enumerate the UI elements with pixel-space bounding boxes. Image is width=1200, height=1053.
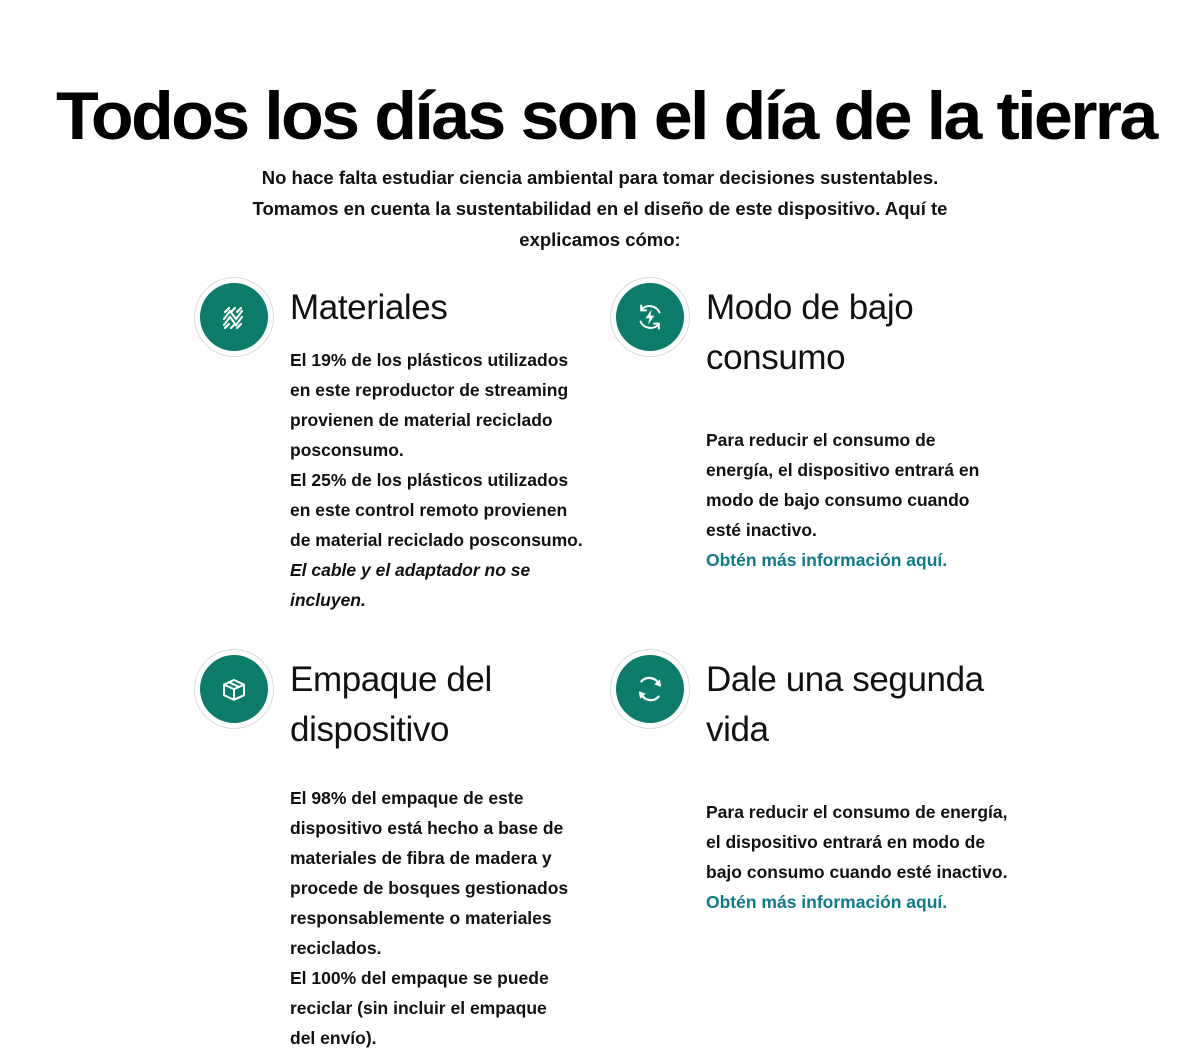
page-title: Todos los días son el día de la tierra bbox=[56, 77, 1156, 154]
low-power-bolt-icon bbox=[616, 283, 684, 351]
feature-card-segunda-vida bbox=[616, 655, 1036, 917]
feature-card-materiales bbox=[200, 283, 620, 615]
feature-title: Modo de bajo consumo bbox=[706, 288, 914, 377]
intro-paragraph: No hace falta estudiar ciencia ambiental para tomar decisiones sustentables. Tomamos en cuenta la sustentabilidad en el diseño de este dispositivo. Aquí te explicamos cómo: bbox=[252, 166, 948, 250]
recycled-materials-icon bbox=[200, 283, 268, 351]
feature-paragraph: El 98% del empaque de este dispositivo está hecho a base de materiales de fibra de madera y procede de bosques gestionados responsablemente o materiales reciclados. bbox=[290, 788, 569, 958]
feature-paragraph: Para reducir el consumo de energía, el dispositivo entrará en modo de bajo consumo cuando esté inactivo. bbox=[706, 802, 1008, 882]
feature-text bbox=[290, 345, 590, 615]
features-row-1 bbox=[0, 283, 1200, 633]
learn-more-link[interactable]: Obtén más información aquí. bbox=[706, 892, 948, 912]
feature-card-modo-bajo-consumo bbox=[616, 283, 1036, 575]
feature-paragraph: El 25% de los plásticos utilizados en este control remoto provienen de material reciclado posconsumo. bbox=[290, 470, 583, 550]
feature-title: Materiales bbox=[290, 288, 448, 327]
feature-text bbox=[290, 783, 575, 1053]
feature-paragraph: El 19% de los plásticos utilizados en este reproductor de streaming provienen de material reciclado posconsumo. bbox=[290, 350, 569, 460]
feature-paragraph: El 100% del empaque se puede reciclar (sin incluir el empaque del envío). bbox=[290, 968, 549, 1048]
feature-title: Dale una segunda vida bbox=[706, 660, 984, 749]
features-row-2 bbox=[0, 655, 1200, 1048]
feature-paragraph: Para reducir el consumo de energía, el dispositivo entrará en modo de bajo consumo cuando esté inactivo. bbox=[706, 430, 980, 540]
feature-title: Empaque del dispositivo bbox=[290, 660, 492, 749]
recycle-arrows-icon bbox=[616, 655, 684, 723]
feature-card-empaque bbox=[200, 655, 620, 1053]
learn-more-link[interactable]: Obtén más información aquí. bbox=[706, 550, 948, 570]
feature-text bbox=[706, 425, 1006, 575]
feature-text bbox=[706, 797, 1011, 917]
feature-note: El cable y el adaptador no se incluyen. bbox=[290, 560, 531, 610]
package-box-icon bbox=[200, 655, 268, 723]
